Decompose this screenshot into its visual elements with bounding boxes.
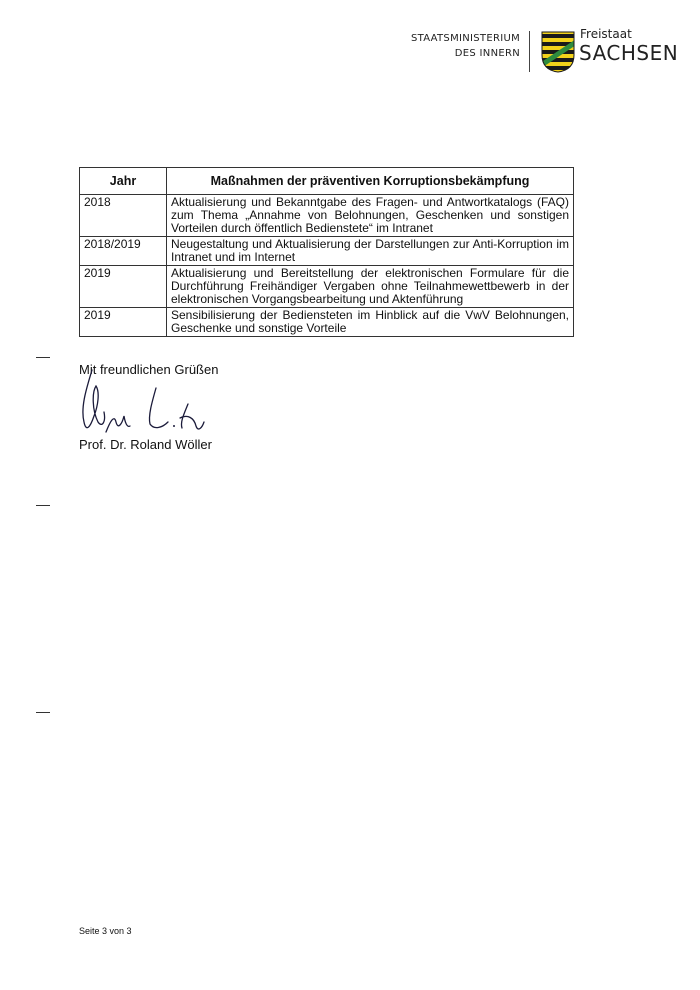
ministry-name (320, 31, 520, 61)
coat-of-arms-icon (541, 31, 575, 73)
ministry-name-line-2: DES INNERN (454, 48, 520, 59)
ministry-name-line-1: STAATSMINISTERIUM (410, 33, 520, 44)
row-measure: Aktualisierung und Bekanntgabe des Fragen- und Antwortkatalogs (FAQ) zum Thema „Annahme von Belohnungen, Geschenken und sonstigen Vorteilen durch öffentlich Bedienstete“ im Intranet (167, 195, 574, 237)
row-measure: Sensibilisierung der Bediensteten im Hinblick auf die VwV Belohnungen, Geschenke und sonstige Vorteile (167, 308, 574, 337)
table-row (80, 237, 574, 266)
state-name: SACHSEN (579, 41, 679, 65)
row-year: 2018/2019 (80, 237, 167, 266)
table-row (80, 266, 574, 308)
state-prefix: Freistaat (580, 27, 632, 41)
fold-mark (36, 357, 50, 358)
row-measure: Aktualisierung und Bereitstellung der elektronischen Formulare für die Durchführung Freihändiger Vergaben ohne Teilnahmewettbewerb in der elektronischen Vorgangsbearbeitung und Aktenführung (167, 266, 574, 308)
page-number: Seite 3 von 3 (79, 926, 132, 936)
letterhead-divider (529, 31, 530, 72)
row-year: 2019 (80, 308, 167, 337)
signatory-name: Prof. Dr. Roland Wöller (79, 437, 212, 452)
row-year: 2018 (80, 195, 167, 237)
table-row (80, 195, 574, 237)
header-measures: Maßnahmen der präventiven Korruptionsbekämpfung (167, 168, 574, 195)
punch-mark (36, 505, 50, 506)
table-header-row (80, 168, 574, 195)
fold-mark (36, 712, 50, 713)
closing-salutation: Mit freundlichen Grüßen (79, 362, 219, 377)
table-row (80, 308, 574, 337)
row-measure: Neugestaltung und Aktualisierung der Darstellungen zur Anti-Korruption im Intranet und im Internet (167, 237, 574, 266)
measures-table (79, 167, 574, 337)
header-year: Jahr (80, 168, 167, 195)
row-year: 2019 (80, 266, 167, 308)
